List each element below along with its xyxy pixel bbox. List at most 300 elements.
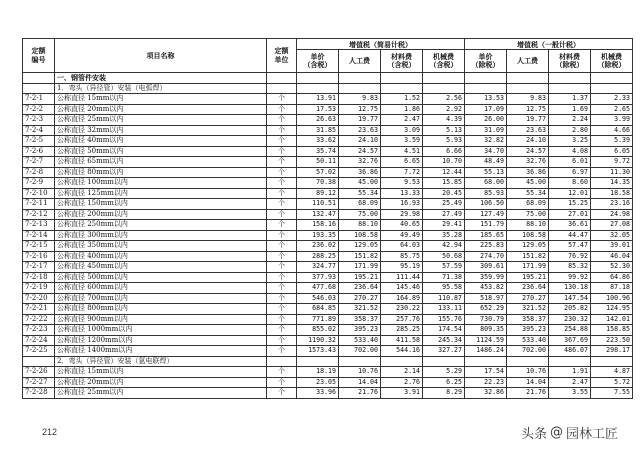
material-incl-cell: 85.75 <box>381 251 423 262</box>
unit-price-excl-cell: 106.50 <box>465 199 507 210</box>
machine-incl-cell: 5.13 <box>423 125 465 136</box>
material-incl-cell: 1.86 <box>381 104 423 115</box>
table-row <box>23 262 633 273</box>
machine-excl-cell: 298.17 <box>591 346 633 357</box>
header-unit-price-excl: 单价 （除税） <box>465 50 507 73</box>
material-excl-cell: 367.69 <box>549 335 591 346</box>
unit-price-excl-cell: 652.29 <box>465 304 507 315</box>
table-row <box>23 314 633 325</box>
name-cell: 公称直径 500mm以内 <box>55 272 267 283</box>
page-number: 212 <box>42 427 58 437</box>
labor-general-cell: 395.23 <box>507 325 549 336</box>
name-cell: 公称直径 1200mm以内 <box>55 335 267 346</box>
machine-incl-cell: 245.34 <box>423 335 465 346</box>
machine-excl-cell: 11.30 <box>591 167 633 178</box>
labor-cell: 88.10 <box>339 220 381 231</box>
material-excl-cell: 230.32 <box>549 314 591 325</box>
machine-excl-cell: 5.72 <box>591 377 633 388</box>
code-cell: 7-2-16 <box>23 251 55 262</box>
table-row <box>23 188 633 199</box>
name-cell: 公称直径 900mm以内 <box>55 314 267 325</box>
material-excl-cell: 44.47 <box>549 230 591 241</box>
machine-excl-cell: 2.33 <box>591 94 633 105</box>
machine-excl-cell: 142.01 <box>591 314 633 325</box>
machine-excl-cell: 27.08 <box>591 220 633 231</box>
labor-general-cell: 533.40 <box>507 335 549 346</box>
unit-price-excl-cell: 31.09 <box>465 125 507 136</box>
material-excl-cell: 6.01 <box>549 157 591 168</box>
subsection-row <box>23 356 633 367</box>
table-row <box>23 335 633 346</box>
machine-incl-cell: 155.76 <box>423 314 465 325</box>
unit-price-incl-cell: 236.02 <box>297 241 339 252</box>
unit-price-incl-cell: 17.53 <box>297 104 339 115</box>
material-excl-cell: 2.24 <box>549 115 591 126</box>
unit-price-excl-cell: 22.23 <box>465 377 507 388</box>
material-incl-cell: 3.91 <box>381 388 423 399</box>
machine-excl-cell: 64.86 <box>591 272 633 283</box>
unit-price-incl-cell: 57.02 <box>297 167 339 178</box>
quota-table <box>22 38 633 399</box>
code-cell: 7-2-12 <box>23 209 55 220</box>
watermark <box>521 423 618 442</box>
machine-excl-cell: 223.50 <box>591 335 633 346</box>
unit-price-incl-cell: 771.89 <box>297 314 339 325</box>
machine-excl-cell: 14.35 <box>591 178 633 189</box>
header-labor-general: 人工费 <box>507 50 549 73</box>
material-excl-cell: 36.61 <box>549 220 591 231</box>
header-material-excl: 材料费 （除税） <box>549 50 591 73</box>
material-incl-cell: 16.93 <box>381 199 423 210</box>
labor-general-cell: 10.76 <box>507 367 549 378</box>
unit-cell: 个 <box>267 167 297 178</box>
code-cell: 7-2-4 <box>23 125 55 136</box>
labor-cell: 533.40 <box>339 335 381 346</box>
table-row <box>23 125 633 136</box>
table-row <box>23 293 633 304</box>
table-row <box>23 178 633 189</box>
name-cell: 公称直径 400mm以内 <box>55 251 267 262</box>
unit-price-incl-cell: 33.62 <box>297 136 339 147</box>
unit-price-excl-cell: 55.13 <box>465 167 507 178</box>
material-incl-cell: 111.44 <box>381 272 423 283</box>
material-excl-cell: 486.07 <box>549 346 591 357</box>
table-row <box>23 209 633 220</box>
machine-excl-cell: 46.04 <box>591 251 633 262</box>
labor-general-cell: 171.99 <box>507 262 549 273</box>
labor-cell: 55.34 <box>339 188 381 199</box>
code-cell: 7-2-18 <box>23 272 55 283</box>
machine-incl-cell: 42.94 <box>423 241 465 252</box>
material-incl-cell: 13.33 <box>381 188 423 199</box>
unit-price-incl-cell: 23.05 <box>297 377 339 388</box>
unit-cell: 个 <box>267 125 297 136</box>
material-excl-cell: 57.47 <box>549 241 591 252</box>
table-row <box>23 136 633 147</box>
labor-general-cell: 14.04 <box>507 377 549 388</box>
unit-price-excl-cell: 1486.24 <box>465 346 507 357</box>
code-cell: 7-2-14 <box>23 230 55 241</box>
material-excl-cell: 147.54 <box>549 293 591 304</box>
code-cell: 7-2-11 <box>23 199 55 210</box>
material-excl-cell: 1.37 <box>549 94 591 105</box>
table-row <box>23 388 633 399</box>
unit-price-excl-cell: 453.82 <box>465 283 507 294</box>
material-excl-cell: 8.60 <box>549 178 591 189</box>
machine-incl-cell: 95.58 <box>423 283 465 294</box>
unit-price-incl-cell: 70.38 <box>297 178 339 189</box>
labor-general-cell: 19.77 <box>507 115 549 126</box>
code-cell: 7-2-7 <box>23 157 55 168</box>
unit-price-excl-cell: 309.61 <box>465 262 507 273</box>
machine-excl-cell: 4.87 <box>591 367 633 378</box>
code-cell: 7-2-13 <box>23 220 55 231</box>
unit-price-excl-cell: 151.79 <box>465 220 507 231</box>
unit-price-incl-cell: 26.63 <box>297 115 339 126</box>
machine-incl-cell: 71.38 <box>423 272 465 283</box>
name-cell: 公称直径 25mm以内 <box>55 115 267 126</box>
unit-price-excl-cell: 359.99 <box>465 272 507 283</box>
code-cell: 7-2-28 <box>23 388 55 399</box>
labor-general-cell: 9.83 <box>507 94 549 105</box>
labor-cell: 21.76 <box>339 388 381 399</box>
unit-cell: 个 <box>267 115 297 126</box>
unit-price-incl-cell: 288.25 <box>297 251 339 262</box>
machine-incl-cell: 133.11 <box>423 304 465 315</box>
material-incl-cell: 2.76 <box>381 377 423 388</box>
unit-cell: 个 <box>267 367 297 378</box>
code-cell: 7-2-22 <box>23 314 55 325</box>
unit-cell: 个 <box>267 199 297 210</box>
unit-price-excl-cell: 1124.59 <box>465 335 507 346</box>
unit-cell: 个 <box>267 209 297 220</box>
machine-incl-cell: 5.93 <box>423 136 465 147</box>
unit-cell: 个 <box>267 188 297 199</box>
machine-incl-cell: 4.39 <box>423 115 465 126</box>
code-cell: 7-2-10 <box>23 188 55 199</box>
unit-price-incl-cell: 855.02 <box>297 325 339 336</box>
machine-incl-cell: 15.85 <box>423 178 465 189</box>
labor-general-cell: 195.21 <box>507 272 549 283</box>
machine-excl-cell: 3.99 <box>591 115 633 126</box>
table-row <box>23 230 633 241</box>
unit-cell: 个 <box>267 230 297 241</box>
machine-incl-cell: 6.66 <box>423 146 465 157</box>
machine-excl-cell: 158.85 <box>591 325 633 336</box>
material-incl-cell: 9.53 <box>381 178 423 189</box>
table-row <box>23 199 633 210</box>
machine-incl-cell: 29.41 <box>423 220 465 231</box>
material-excl-cell: 4.08 <box>549 146 591 157</box>
name-cell: 公称直径 50mm以内 <box>55 146 267 157</box>
unit-price-incl-cell: 132.47 <box>297 209 339 220</box>
unit-price-incl-cell: 31.85 <box>297 125 339 136</box>
header-machine-excl: 机械费 （除税） <box>591 50 633 73</box>
machine-excl-cell: 87.18 <box>591 283 633 294</box>
labor-cell: 270.27 <box>339 293 381 304</box>
table-row <box>23 325 633 336</box>
labor-general-cell: 21.76 <box>507 388 549 399</box>
unit-price-incl-cell: 1190.32 <box>297 335 339 346</box>
code-cell: 7-2-5 <box>23 136 55 147</box>
table-row <box>23 367 633 378</box>
material-excl-cell: 254.88 <box>549 325 591 336</box>
labor-cell: 358.37 <box>339 314 381 325</box>
labor-cell: 75.00 <box>339 209 381 220</box>
machine-excl-cell: 24.98 <box>591 209 633 220</box>
name-cell: 公称直径 350mm以内 <box>55 241 267 252</box>
table-header <box>23 39 633 73</box>
labor-cell: 108.58 <box>339 230 381 241</box>
machine-incl-cell: 20.45 <box>423 188 465 199</box>
table-row <box>23 377 633 388</box>
code-cell: 7-2-8 <box>23 167 55 178</box>
name-cell: 公称直径 250mm以内 <box>55 220 267 231</box>
code-cell: 7-2-21 <box>23 304 55 315</box>
table-row <box>23 272 633 283</box>
name-cell: 公称直径 65mm以内 <box>55 157 267 168</box>
machine-excl-cell: 124.95 <box>591 304 633 315</box>
labor-cell: 10.76 <box>339 367 381 378</box>
material-excl-cell: 3.25 <box>549 136 591 147</box>
unit-cell: 个 <box>267 262 297 273</box>
watermark-prefix: 头条 <box>520 427 547 442</box>
labor-cell: 395.23 <box>339 325 381 336</box>
unit-cell: 个 <box>267 388 297 399</box>
name-cell: 公称直径 200mm以内 <box>55 209 267 220</box>
unit-price-excl-cell: 13.53 <box>465 94 507 105</box>
unit-price-incl-cell: 18.19 <box>297 367 339 378</box>
unit-cell: 个 <box>267 314 297 325</box>
unit-price-incl-cell: 33.96 <box>297 388 339 399</box>
material-excl-cell: 205.82 <box>549 304 591 315</box>
labor-general-cell: 702.00 <box>507 346 549 357</box>
machine-incl-cell: 57.59 <box>423 262 465 273</box>
name-cell: 公称直径 150mm以内 <box>55 199 267 210</box>
name-cell: 公称直径 25mm以内 <box>55 388 267 399</box>
material-incl-cell: 2.14 <box>381 367 423 378</box>
unit-cell: 个 <box>267 346 297 357</box>
subsection-title-2: 2．弯头（异径管）安装（氩电联焊） <box>55 356 267 367</box>
labor-general-cell: 68.09 <box>507 199 549 210</box>
machine-incl-cell: 8.29 <box>423 388 465 399</box>
machine-excl-cell: 100.96 <box>591 293 633 304</box>
name-cell: 公称直径 15mm以内 <box>55 94 267 105</box>
name-cell: 公称直径 450mm以内 <box>55 262 267 273</box>
material-excl-cell: 15.25 <box>549 199 591 210</box>
table-row <box>23 94 633 105</box>
labor-general-cell: 236.64 <box>507 283 549 294</box>
labor-general-cell: 358.37 <box>507 314 549 325</box>
labor-cell: 23.63 <box>339 125 381 136</box>
labor-cell: 12.75 <box>339 104 381 115</box>
unit-cell: 个 <box>267 146 297 157</box>
unit-cell: 个 <box>267 178 297 189</box>
material-incl-cell: 544.16 <box>381 346 423 357</box>
name-cell: 公称直径 80mm以内 <box>55 167 267 178</box>
table-row <box>23 146 633 157</box>
labor-general-cell: 129.05 <box>507 241 549 252</box>
material-incl-cell: 95.19 <box>381 262 423 273</box>
machine-excl-cell: 6.05 <box>591 146 633 157</box>
header-name: 项目名称 <box>55 39 267 73</box>
code-cell: 7-2-19 <box>23 283 55 294</box>
unit-price-incl-cell: 110.51 <box>297 199 339 210</box>
unit-cell: 个 <box>267 157 297 168</box>
unit-cell: 个 <box>267 272 297 283</box>
code-cell: 7-2-1 <box>23 94 55 105</box>
unit-cell: 个 <box>267 104 297 115</box>
unit-cell: 个 <box>267 220 297 231</box>
unit-price-incl-cell: 35.74 <box>297 146 339 157</box>
material-incl-cell: 49.49 <box>381 230 423 241</box>
table-row <box>23 241 633 252</box>
machine-incl-cell: 35.28 <box>423 230 465 241</box>
header-material-incl: 材料费 （含税） <box>381 50 423 73</box>
code-cell: 7-2-26 <box>23 367 55 378</box>
labor-cell: 151.82 <box>339 251 381 262</box>
name-cell: 公称直径 20mm以内 <box>55 104 267 115</box>
unit-cell: 个 <box>267 251 297 262</box>
labor-cell: 702.00 <box>339 346 381 357</box>
material-incl-cell: 164.89 <box>381 293 423 304</box>
material-excl-cell: 1.91 <box>549 367 591 378</box>
unit-price-excl-cell: 274.70 <box>465 251 507 262</box>
material-incl-cell: 3.59 <box>381 136 423 147</box>
unit-price-excl-cell: 127.49 <box>465 209 507 220</box>
unit-cell: 个 <box>267 377 297 388</box>
table-row <box>23 220 633 231</box>
unit-price-incl-cell: 477.68 <box>297 283 339 294</box>
machine-incl-cell: 12.44 <box>423 167 465 178</box>
material-incl-cell: 230.22 <box>381 304 423 315</box>
labor-cell: 9.83 <box>339 94 381 105</box>
material-excl-cell: 6.97 <box>549 167 591 178</box>
labor-general-cell: 270.27 <box>507 293 549 304</box>
machine-incl-cell: 10.70 <box>423 157 465 168</box>
name-cell: 公称直径 1000mm以内 <box>55 325 267 336</box>
material-excl-cell: 27.01 <box>549 209 591 220</box>
labor-cell: 171.99 <box>339 262 381 273</box>
subsection-row <box>23 83 633 94</box>
code-cell: 7-2-27 <box>23 377 55 388</box>
table-row <box>23 167 633 178</box>
machine-incl-cell: 2.56 <box>423 94 465 105</box>
labor-cell: 24.10 <box>339 136 381 147</box>
labor-cell: 24.57 <box>339 146 381 157</box>
code-cell: 7-2-6 <box>23 146 55 157</box>
material-incl-cell: 2.47 <box>381 115 423 126</box>
name-cell: 公称直径 800mm以内 <box>55 304 267 315</box>
name-cell: 公称直径 600mm以内 <box>55 283 267 294</box>
unit-price-incl-cell: 324.77 <box>297 262 339 273</box>
unit-price-excl-cell: 26.00 <box>465 115 507 126</box>
labor-cell: 45.00 <box>339 178 381 189</box>
material-excl-cell: 2.80 <box>549 125 591 136</box>
machine-incl-cell: 2.92 <box>423 104 465 115</box>
code-cell: 7-2-15 <box>23 241 55 252</box>
material-incl-cell: 7.72 <box>381 167 423 178</box>
code-cell: 7-2-3 <box>23 115 55 126</box>
header-vat-general: 增值税（一般计税） <box>465 39 633 50</box>
unit-price-incl-cell: 684.85 <box>297 304 339 315</box>
header-machine-incl: 机械费 （含税） <box>423 50 465 73</box>
machine-excl-cell: 7.55 <box>591 388 633 399</box>
labor-cell: 195.21 <box>339 272 381 283</box>
material-incl-cell: 285.25 <box>381 325 423 336</box>
name-cell: 公称直径 1400mm以内 <box>55 346 267 357</box>
labor-cell: 14.04 <box>339 377 381 388</box>
material-incl-cell: 257.76 <box>381 314 423 325</box>
unit-price-excl-cell: 32.86 <box>465 388 507 399</box>
name-cell: 公称直径 700mm以内 <box>55 293 267 304</box>
unit-cell: 个 <box>267 304 297 315</box>
unit-price-excl-cell: 34.70 <box>465 146 507 157</box>
unit-cell: 个 <box>267 241 297 252</box>
labor-cell: 19.77 <box>339 115 381 126</box>
labor-cell: 321.52 <box>339 304 381 315</box>
name-cell: 公称直径 40mm以内 <box>55 136 267 147</box>
labor-cell: 236.64 <box>339 283 381 294</box>
labor-general-cell: 36.86 <box>507 167 549 178</box>
unit-price-incl-cell: 377.93 <box>297 272 339 283</box>
machine-incl-cell: 27.49 <box>423 209 465 220</box>
labor-cell: 32.76 <box>339 157 381 168</box>
material-incl-cell: 4.51 <box>381 146 423 157</box>
unit-price-excl-cell: 68.00 <box>465 178 507 189</box>
table-row <box>23 115 633 126</box>
unit-price-excl-cell: 32.82 <box>465 136 507 147</box>
header-unit: 定额 单位 <box>267 39 297 73</box>
machine-incl-cell: 110.87 <box>423 293 465 304</box>
labor-general-cell: 75.00 <box>507 209 549 220</box>
labor-general-cell: 55.34 <box>507 188 549 199</box>
name-cell: 公称直径 32mm以内 <box>55 125 267 136</box>
material-incl-cell: 411.58 <box>381 335 423 346</box>
at-icon: @ <box>549 425 563 440</box>
header-labor: 人工费 <box>339 50 381 73</box>
header-unit-price-incl: 单价 （含税） <box>297 50 339 73</box>
code-cell: 7-2-23 <box>23 325 55 336</box>
unit-cell: 个 <box>267 293 297 304</box>
machine-incl-cell: 5.29 <box>423 367 465 378</box>
unit-price-excl-cell: 17.54 <box>465 367 507 378</box>
material-incl-cell: 64.03 <box>381 241 423 252</box>
labor-general-cell: 45.00 <box>507 178 549 189</box>
name-cell: 公称直径 300mm以内 <box>55 230 267 241</box>
material-incl-cell: 1.52 <box>381 94 423 105</box>
unit-cell: 个 <box>267 283 297 294</box>
header-code: 定额 编号 <box>23 39 55 73</box>
unit-price-incl-cell: 89.12 <box>297 188 339 199</box>
labor-cell: 36.86 <box>339 167 381 178</box>
machine-incl-cell: 25.49 <box>423 199 465 210</box>
unit-price-excl-cell: 85.93 <box>465 188 507 199</box>
table-body <box>23 73 633 399</box>
subsection-title-1: 1．弯头（异径管）安装（电弧焊） <box>55 83 267 94</box>
labor-cell: 129.05 <box>339 241 381 252</box>
unit-price-incl-cell: 193.35 <box>297 230 339 241</box>
code-cell: 7-2-24 <box>23 335 55 346</box>
material-excl-cell: 2.47 <box>549 377 591 388</box>
material-incl-cell: 6.65 <box>381 157 423 168</box>
material-excl-cell: 12.01 <box>549 188 591 199</box>
labor-general-cell: 23.63 <box>507 125 549 136</box>
machine-excl-cell: 32.05 <box>591 230 633 241</box>
labor-general-cell: 32.76 <box>507 157 549 168</box>
header-vat-simple: 增值税（简易计税） <box>297 39 465 50</box>
section-row <box>23 73 633 84</box>
